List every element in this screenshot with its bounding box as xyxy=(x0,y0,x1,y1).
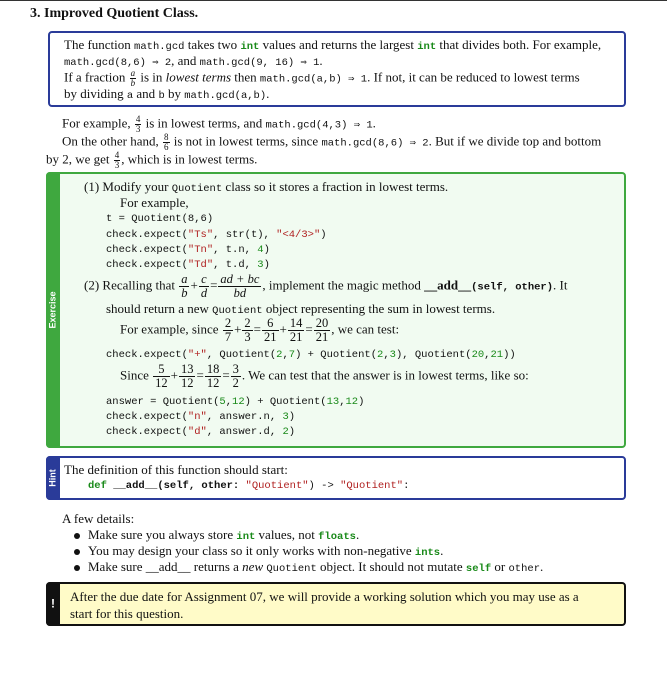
note-text: After the due date for Assignment 07, we will provide a working solution which you may use as a xyxy=(70,589,579,604)
code-text: ) -> xyxy=(308,480,341,492)
code-a: a xyxy=(126,90,134,102)
code-text: check.expect( xyxy=(106,411,188,423)
example-text: . But if we divide top and bottom xyxy=(428,133,602,149)
intro-text: . If not, it can be reduced to lowest terms xyxy=(367,69,580,85)
code-string: "Quotient" xyxy=(340,480,404,492)
code-text: ) + Quotient( xyxy=(295,349,377,361)
exercise-text: (1) Modify your xyxy=(84,179,169,194)
code-text: check.expect( xyxy=(106,244,188,256)
example-line-3 xyxy=(46,151,257,170)
details-text: You may design your class so it only works with non-negative xyxy=(88,543,412,558)
code-gcd-8-6: math.gcd(8,6) ⇒ 2 xyxy=(321,137,429,150)
code-ints: ints xyxy=(414,547,441,559)
code-int: int xyxy=(236,531,256,543)
exercise-tab xyxy=(46,172,60,448)
code-text: ) + Quotient( xyxy=(244,396,327,408)
note-box xyxy=(46,582,626,626)
code-text: ) xyxy=(358,396,365,408)
code-line-6 xyxy=(106,395,364,411)
exercise-text: For example, xyxy=(120,195,189,210)
details-text: or xyxy=(494,559,506,574)
math-operator: = xyxy=(210,277,218,293)
code-string: "Td" xyxy=(187,259,214,271)
intro-line-4 xyxy=(64,86,269,105)
code-floats: floats xyxy=(318,531,356,543)
code-text: , t.d, xyxy=(213,259,258,271)
code-string: "Quotient" xyxy=(245,480,309,492)
intro-text: values and returns the largest xyxy=(262,37,414,52)
code-number: 20 xyxy=(471,349,485,361)
exercise-text: object representing the sum in lowest terms. xyxy=(265,301,496,316)
code-text: check.expect( xyxy=(106,229,188,241)
details-text: returns a xyxy=(193,559,239,574)
example-text: For example, xyxy=(62,115,131,131)
code-text: answer = Quotient( xyxy=(106,396,220,408)
code-number: 2 xyxy=(282,426,289,438)
fraction-3-2: $\frac{3}{2}$ xyxy=(232,362,239,390)
code-text: ) xyxy=(263,259,270,271)
code-text: __add__(self, other: xyxy=(106,480,246,492)
exercise-text: Since xyxy=(120,367,149,383)
code-gcd-ab: math.gcd(a,b) ⇒ 1 xyxy=(259,73,368,86)
code-number: 2 xyxy=(276,349,283,361)
code-signature: (self, other) xyxy=(471,281,554,294)
fraction-4-3: $\frac{4}{3}$ xyxy=(135,114,141,134)
note-tab-label: ! xyxy=(51,596,55,611)
code-quotient: Quotient xyxy=(171,183,223,195)
exercise-text: , implement the magic method xyxy=(262,277,421,293)
example-line-1 xyxy=(62,115,376,134)
code-text: , str(t), xyxy=(213,229,277,241)
exercise-text: . It xyxy=(553,277,568,293)
code-string: "d" xyxy=(187,426,207,438)
note-text: start for this question. xyxy=(70,606,184,621)
intro-text: by dividing xyxy=(64,86,124,101)
code-self: self xyxy=(465,563,492,575)
details-text: Make sure xyxy=(88,559,143,574)
code-gcd-example: math.gcd(8,6) ⇒ 2 xyxy=(64,57,172,69)
exercise-part-3: Since $\frac{5}{12}$ + $\frac{13}{12}$ = $\frac{18}{12}$ = $\frac{3}{2}$ . We can test that the answer is in lowest terms, like so: xyxy=(120,362,529,390)
code-text: , t.n, xyxy=(213,244,258,256)
fraction-2-3: $\frac{2}{3}$ xyxy=(244,316,251,344)
magic-method-name: __add__ xyxy=(424,277,472,293)
intro-text: by xyxy=(168,86,181,101)
fraction-8-6: $\frac{8}{6}$ xyxy=(164,132,169,152)
code-text: , answer.d, xyxy=(206,426,283,438)
code-number: 4 xyxy=(257,244,264,256)
exercise-part-2c: For example, since $\frac{2}{7}$ + $\frac{2}{3}$ = $\frac{6}{21}$ + $\frac{14}{21}$ = $\frac{20}{21}$ , we can test: xyxy=(120,316,400,344)
exercise-text: should return a new xyxy=(106,301,209,316)
fraction-13-12: $\frac{13}{12}$ xyxy=(180,362,194,390)
intro-text: , and xyxy=(171,53,197,68)
code-text: , Quotient( xyxy=(206,349,277,361)
details-text: . xyxy=(355,527,360,542)
code-string: "Tn" xyxy=(187,244,214,256)
code-text: ) xyxy=(263,244,270,256)
code-line-7 xyxy=(106,410,295,426)
section-title: 3. Improved Quotient Class. xyxy=(30,6,199,21)
code-text: , xyxy=(484,349,491,361)
hint-code xyxy=(88,479,409,495)
code-number: 3 xyxy=(389,349,396,361)
hint-tab xyxy=(46,456,60,500)
code-text: ) xyxy=(288,426,296,438)
fraction-20-21: $\frac{20}{21}$ xyxy=(315,316,329,344)
code-int: int xyxy=(240,41,260,53)
fraction-2-7: $\frac{2}{7}$ xyxy=(224,316,232,344)
code-text: check.expect( xyxy=(106,426,188,438)
code-text: , xyxy=(383,349,390,361)
intro-text: The function xyxy=(64,37,131,52)
code-other: other xyxy=(508,563,540,575)
code-gcd-4-3: math.gcd(4,3) ⇒ 1 xyxy=(265,119,373,132)
fraction-6-21: $\frac{6}{21}$ xyxy=(264,316,277,344)
code-line-5 xyxy=(106,348,516,364)
emphasis-lowest-terms: lowest terms xyxy=(165,69,232,85)
intro-text: . xyxy=(266,86,270,101)
code-number: 3 xyxy=(282,411,289,423)
intro-box xyxy=(48,31,626,107)
code-math-gcd: math.gcd xyxy=(134,41,185,53)
details-item-3 xyxy=(88,559,543,578)
code-number: 2 xyxy=(377,349,384,361)
code-text: , xyxy=(339,396,346,408)
code-line-3 xyxy=(106,243,270,259)
code-text: ) xyxy=(288,411,296,423)
code-number: 12 xyxy=(232,396,245,408)
code-text: t = Quotient(8,6) xyxy=(106,213,214,225)
example-text: On the other hand, xyxy=(62,133,159,149)
code-quotient: Quotient xyxy=(212,305,263,317)
fraction-18-12: $\frac{18}{12}$ xyxy=(206,362,220,390)
fraction-a-over-b: $\frac{a}{b}$ xyxy=(181,272,188,300)
top-rule xyxy=(0,0,667,1)
exercise-box xyxy=(46,172,626,448)
code-text: check.expect( xyxy=(106,349,188,361)
fraction-14-21: $\frac{14}{21}$ xyxy=(289,316,303,344)
details-text: Make sure you always store xyxy=(88,527,234,542)
fraction-a-over-b: $\frac{a}{b}$ xyxy=(130,68,136,88)
code-number: 21 xyxy=(490,349,504,361)
fraction-4-3: $\frac{4}{3}$ xyxy=(114,150,120,170)
intro-text: then xyxy=(234,69,257,85)
code-number: 12 xyxy=(345,396,359,408)
code-keyword: def xyxy=(88,480,107,492)
code-line-2 xyxy=(106,228,327,244)
fraction-c-over-d: $\frac{c}{d}$ xyxy=(200,272,208,300)
exclamation-icon xyxy=(46,582,60,626)
details-title: A few details: xyxy=(62,511,135,526)
code-int: int xyxy=(417,41,437,53)
intro-text: . xyxy=(319,53,323,68)
exercise-text: . We can test that the answer is in lowest terms, like so: xyxy=(241,367,529,383)
hint-box xyxy=(46,456,626,500)
fraction-sum-formula: $\frac{ad + bc}{bd}$ xyxy=(220,272,260,300)
exercise-tab-label: Exercise xyxy=(47,291,58,329)
exercise-text: , we can test: xyxy=(331,321,400,337)
details-text: . xyxy=(440,543,444,558)
fraction-5-12: $\frac{5}{12}$ xyxy=(155,362,168,390)
code-number: 7 xyxy=(288,349,296,361)
intro-text: that divides both. For example, xyxy=(439,37,602,52)
details-text: values, not xyxy=(258,527,315,542)
example-text: is not in lowest terms, since xyxy=(173,133,319,149)
code-line-1 xyxy=(106,212,213,228)
hint-text: The definition of this function should start: xyxy=(64,462,288,477)
code-text: : xyxy=(403,480,410,492)
code-text: check.expect( xyxy=(106,259,188,271)
details-text: . xyxy=(540,559,544,574)
code-text: , xyxy=(282,349,289,361)
example-text: is in lowest terms, and xyxy=(145,115,263,131)
code-b: b xyxy=(158,90,165,102)
code-number: 5 xyxy=(219,396,226,408)
magic-method-name: __add__ xyxy=(145,559,191,574)
code-line-8 xyxy=(106,425,295,441)
code-number: 13 xyxy=(326,396,340,408)
details-text: object. It should not mutate xyxy=(320,559,463,574)
code-string: "Ts" xyxy=(187,229,214,241)
code-text: , answer.n, xyxy=(206,411,283,423)
bullet xyxy=(74,565,80,571)
example-text: by 2, we get xyxy=(46,151,110,167)
code-text: ) xyxy=(320,229,327,241)
code-string: "n" xyxy=(187,411,207,423)
exercise-part-2 xyxy=(84,273,567,300)
math-operator: + xyxy=(190,277,198,293)
example-text: . xyxy=(372,115,376,131)
code-text: ), Quotient( xyxy=(395,349,472,361)
exercise-text: class so it stores a fraction in lowest terms. xyxy=(225,179,449,194)
code-text: )) xyxy=(503,349,516,361)
code-quotient: Quotient xyxy=(266,563,317,575)
intro-text: is in xyxy=(140,69,163,85)
exercise-text: For example, since xyxy=(120,321,219,337)
bullet xyxy=(74,549,80,555)
intro-text: and xyxy=(136,86,156,101)
bullet xyxy=(74,533,80,539)
code-gcd-ab: math.gcd(a,b) xyxy=(184,90,267,102)
code-number: 3 xyxy=(257,259,264,271)
code-gcd-example: math.gcd(9, 16) ⇒ 1 xyxy=(199,57,320,69)
emphasis-new: new xyxy=(242,559,264,574)
code-string: "+" xyxy=(187,349,207,361)
code-string: "<4/3>" xyxy=(276,229,321,241)
intro-text: takes two xyxy=(187,37,238,52)
exercise-text: (2) Recalling that xyxy=(84,277,175,293)
code-text: , xyxy=(225,396,233,408)
hint-tab-label: Hint xyxy=(47,469,58,487)
example-line-2 xyxy=(62,133,601,152)
intro-text: If a fraction xyxy=(64,69,126,85)
example-text: , which is in lowest terms. xyxy=(121,151,258,167)
